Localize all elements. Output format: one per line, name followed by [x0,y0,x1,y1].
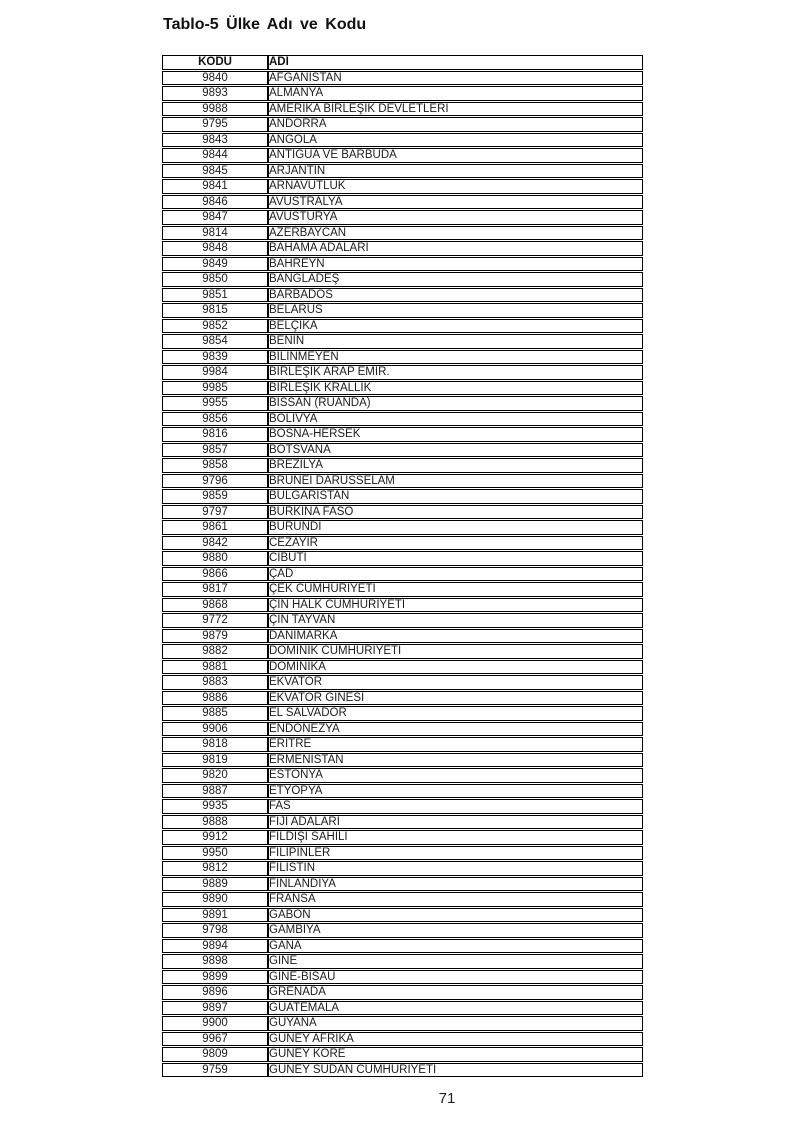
table-row [162,613,643,628]
table-row [162,799,643,814]
country-code-cell: 9844 [162,148,268,163]
country-code-cell: 9798 [162,923,268,938]
country-name-cell: BULGARİSTAN [268,489,643,504]
country-name-cell: ESTONYA [268,768,643,783]
country-name-cell: BARBADOS [268,288,643,303]
country-name-cell: FAS [268,799,643,814]
table-row [162,923,643,938]
country-name-cell: GABON [268,908,643,923]
table-row [162,489,643,504]
country-name-cell: ARJANTİN [268,164,643,179]
table-row [162,148,643,163]
table-header [162,55,643,70]
country-code-cell: 9988 [162,102,268,117]
table-row [162,582,643,597]
table-row [162,691,643,706]
country-code-cell: 9850 [162,272,268,287]
country-code-cell: 9897 [162,1001,268,1016]
table-row [162,303,643,318]
table-row [162,1016,643,1031]
table-row [162,753,643,768]
country-name-cell: CEZAYİR [268,536,643,551]
country-name-cell: AZERBAYCAN [268,226,643,241]
country-name-cell: GRENADA [268,985,643,1000]
table-row [162,474,643,489]
country-code-cell: 9759 [162,1063,268,1078]
column-header-code: KODU [162,55,268,70]
country-code-cell: 9817 [162,582,268,597]
country-code-cell: 9848 [162,241,268,256]
country-name-cell: FİLİPİNLER [268,846,643,861]
country-name-cell: BURKİNA FASO [268,505,643,520]
country-name-cell: GANA [268,939,643,954]
table-row [162,334,643,349]
country-code-cell: 9886 [162,691,268,706]
country-code-cell: 9772 [162,613,268,628]
country-code-cell: 9797 [162,505,268,520]
table-row [162,505,643,520]
page-title: Tablo-5 Ülke Adı ve Kodu [163,16,367,33]
table-row [162,830,643,845]
country-name-cell: GİNE-BİSAU [268,970,643,985]
country-code-cell: 9881 [162,660,268,675]
country-code-cell: 9842 [162,536,268,551]
country-code-cell: 9896 [162,985,268,1000]
country-code-cell: 9846 [162,195,268,210]
table-row [162,768,643,783]
column-header-name: ADI [268,55,643,70]
table-row [162,427,643,442]
country-name-cell: ALMANYA [268,86,643,101]
country-name-cell: BRUNEİ DARÜSSELAM [268,474,643,489]
country-name-cell: ANGOLA [268,133,643,148]
country-name-cell: ANTİGUA VE BARBUDA [268,148,643,163]
table-row [162,722,643,737]
country-code-cell: 9859 [162,489,268,504]
country-code-cell: 9912 [162,830,268,845]
country-code-cell: 9880 [162,551,268,566]
country-code-cell: 9899 [162,970,268,985]
country-name-cell: BELARUS [268,303,643,318]
table-row [162,567,643,582]
country-name-cell: ÇİN HALK CUMHURİYETİ [268,598,643,613]
country-name-cell: ENDONEZYA [268,722,643,737]
country-code-cell: 9984 [162,365,268,380]
table-row [162,412,643,427]
country-name-cell: GÜNEY KORE [268,1047,643,1062]
country-name-cell: FİNLANDİYA [268,877,643,892]
country-name-cell: EKVATOR [268,675,643,690]
country-code-cell: 9868 [162,598,268,613]
country-name-cell: GAMBİYA [268,923,643,938]
country-name-cell: BANGLADEŞ [268,272,643,287]
country-code-cell: 9889 [162,877,268,892]
table-row [162,102,643,117]
country-code-cell: 9985 [162,381,268,396]
table-row [162,396,643,411]
table-row [162,784,643,799]
table-row [162,241,643,256]
country-name-cell: AVUSTRALYA [268,195,643,210]
table-row [162,954,643,969]
country-name-cell: BAHAMA ADALARI [268,241,643,256]
country-code-cell: 9819 [162,753,268,768]
country-name-cell: BENİN [268,334,643,349]
country-code-cell: 9815 [162,303,268,318]
country-name-cell: BAHREYN [268,257,643,272]
country-name-cell: ÇEK CUMHURİYETİ [268,582,643,597]
country-code-cell: 9950 [162,846,268,861]
table-row [162,257,643,272]
table-row [162,536,643,551]
country-code-cell: 9841 [162,179,268,194]
country-name-cell: GÜNEY SUDAN CUMHURİYETİ [268,1063,643,1078]
country-name-cell: BİRLEŞİK ARAP EMİR. [268,365,643,380]
country-name-cell: GÜNEY AFRİKA [268,1032,643,1047]
country-name-cell: ANDORRA [268,117,643,132]
table-row [162,939,643,954]
table-row [162,908,643,923]
country-name-cell: BOSNA-HERSEK [268,427,643,442]
country-code-cell: 9866 [162,567,268,582]
table-row [162,706,643,721]
country-code-cell: 9858 [162,458,268,473]
country-code-cell: 9891 [162,908,268,923]
country-code-cell: 9883 [162,675,268,690]
country-code-cell: 9845 [162,164,268,179]
country-name-cell: AVUSTURYA [268,210,643,225]
country-name-cell: AFGANİSTAN [268,71,643,86]
country-code-cell: 9849 [162,257,268,272]
country-code-cell: 9906 [162,722,268,737]
country-code-cell: 9967 [162,1032,268,1047]
table-row [162,551,643,566]
table-row [162,1001,643,1016]
country-code-cell: 9852 [162,319,268,334]
country-code-cell: 9898 [162,954,268,969]
table-row [162,675,643,690]
country-code-cell: 9843 [162,133,268,148]
country-name-cell: ETYOPYA [268,784,643,799]
country-code-cell: 9816 [162,427,268,442]
country-code-cell: 9847 [162,210,268,225]
country-code-cell: 9935 [162,799,268,814]
country-name-cell: ÇİN TAYVAN [268,613,643,628]
country-code-cell: 9854 [162,334,268,349]
table-row [162,644,643,659]
country-code-cell: 9893 [162,86,268,101]
table-row [162,195,643,210]
table-row [162,179,643,194]
table-row [162,381,643,396]
country-name-cell: FİLDİŞİ SAHİLİ [268,830,643,845]
country-code-cell: 9900 [162,1016,268,1031]
country-name-cell: CİBUTİ [268,551,643,566]
country-name-cell: GUYANA [268,1016,643,1031]
table-row [162,210,643,225]
country-code-cell: 9839 [162,350,268,365]
country-name-cell: BOTSVANA [268,443,643,458]
page-number: 71 [438,1090,456,1107]
country-code-cell: 9879 [162,629,268,644]
table-row [162,365,643,380]
table-row [162,164,643,179]
table-row [162,970,643,985]
country-code-cell: 9795 [162,117,268,132]
country-name-cell: ERITRE [268,737,643,752]
country-code-cell: 9818 [162,737,268,752]
country-name-cell: DOMİNİK CUMHURİYETİ [268,644,643,659]
table-row [162,288,643,303]
country-code-table [162,54,643,1078]
table-row [162,846,643,861]
country-code-cell: 9882 [162,644,268,659]
table-row [162,350,643,365]
country-name-cell: FİLİSTİN [268,861,643,876]
country-name-cell: AMERİKA BİRLEŞİK DEVLETLERİ [268,102,643,117]
table-row [162,985,643,1000]
country-name-cell: GİNE [268,954,643,969]
country-code-cell: 9857 [162,443,268,458]
country-name-cell: ARNAVUTLUK [268,179,643,194]
country-name-cell: DOMİNİKA [268,660,643,675]
table-row [162,1047,643,1062]
country-code-cell: 9885 [162,706,268,721]
table-row [162,117,643,132]
table-row [162,86,643,101]
country-code-cell: 9856 [162,412,268,427]
table-row [162,319,643,334]
table-body [162,71,643,1078]
country-code-cell: 9890 [162,892,268,907]
country-code-cell: 9796 [162,474,268,489]
table-row [162,877,643,892]
table-row [162,226,643,241]
table-row [162,815,643,830]
country-code-cell: 9894 [162,939,268,954]
country-name-cell: BİLİNMEYEN [268,350,643,365]
country-name-cell: ERMENİSTAN [268,753,643,768]
table-row [162,520,643,535]
country-code-cell: 9809 [162,1047,268,1062]
table-row [162,133,643,148]
country-name-cell: DANİMARKA [268,629,643,644]
country-name-cell: BELÇİKA [268,319,643,334]
country-name-cell: BİRLEŞİK KRALLIK [268,381,643,396]
country-code-cell: 9814 [162,226,268,241]
table-row [162,629,643,644]
country-name-cell: EKVATOR GİNESİ [268,691,643,706]
country-code-cell: 9840 [162,71,268,86]
country-name-cell: ÇAD [268,567,643,582]
table-row [162,443,643,458]
table-header-row [162,55,643,70]
country-code-cell: 9820 [162,768,268,783]
country-name-cell: EL SALVADOR [268,706,643,721]
country-name-cell: FRANSA [268,892,643,907]
table-row [162,598,643,613]
country-name-cell: BURUNDİ [268,520,643,535]
country-code-cell: 9955 [162,396,268,411]
table-row [162,458,643,473]
table-row [162,892,643,907]
table-row [162,1032,643,1047]
table-row [162,660,643,675]
country-name-cell: BREZİLYA [268,458,643,473]
country-code-cell: 9851 [162,288,268,303]
country-name-cell: FİJİ ADALARI [268,815,643,830]
table-row [162,1063,643,1078]
table-row [162,71,643,86]
country-name-cell: BİSSAN (RUANDA) [268,396,643,411]
country-code-cell: 9887 [162,784,268,799]
table-row [162,272,643,287]
country-code-cell: 9861 [162,520,268,535]
table-row [162,861,643,876]
country-name-cell: BOLİVYA [268,412,643,427]
country-code-cell: 9888 [162,815,268,830]
country-name-cell: GUATEMALA [268,1001,643,1016]
table-row [162,737,643,752]
country-code-cell: 9812 [162,861,268,876]
